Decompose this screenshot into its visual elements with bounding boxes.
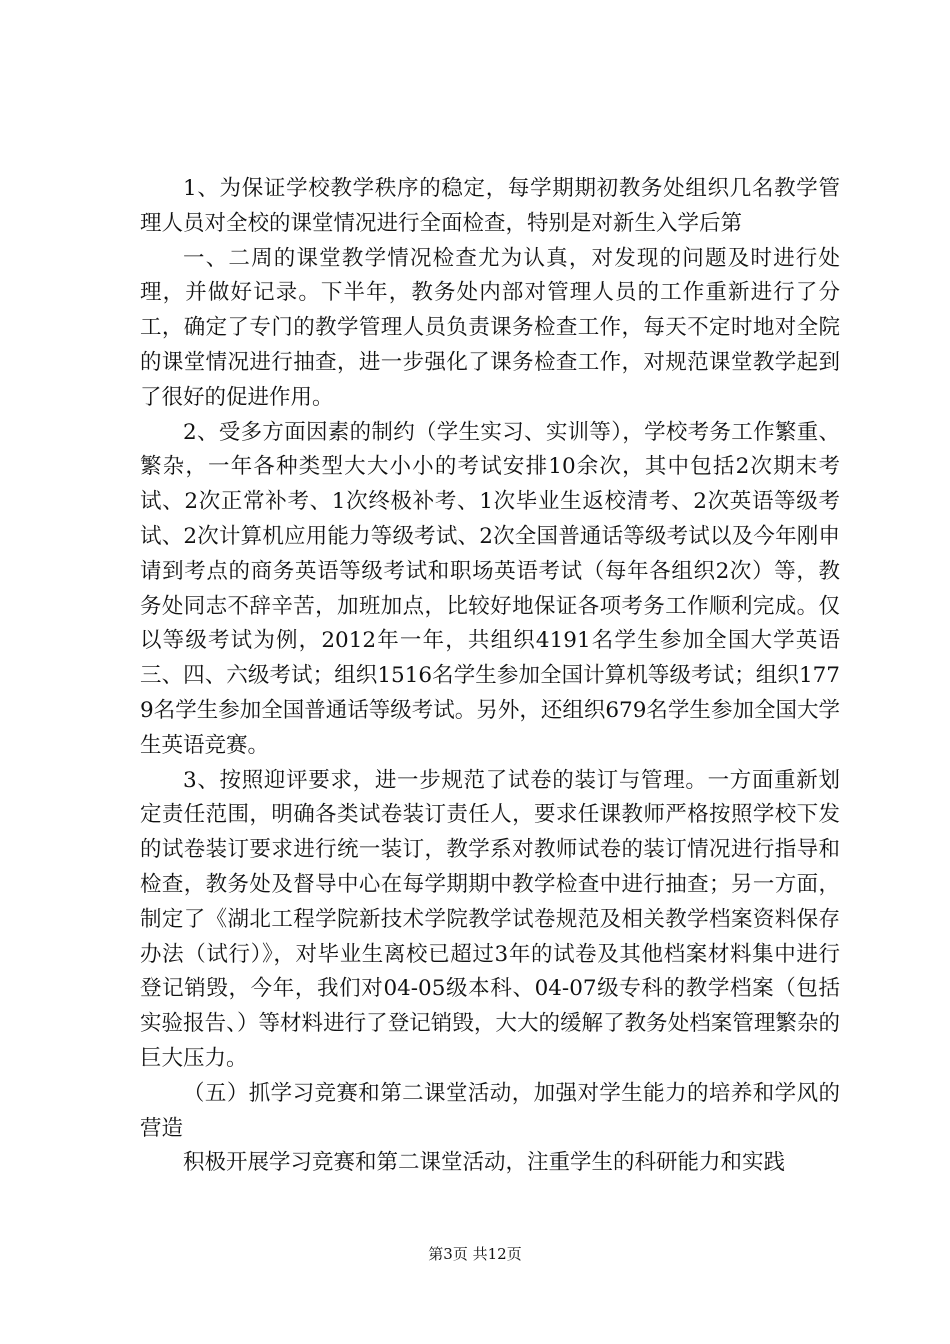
paragraph-1: 1、为保证学校教学秩序的稳定，每学期期初教务处组织几名教学管理人员对全校的课堂情况进行全面检查，特别是对新生入学后第 <box>140 176 840 236</box>
page-number-footer: 第3页 共12页 <box>428 1245 522 1263</box>
paragraph-4: 3、按照迎评要求，进一步规范了试卷的装订与管理。一方面重新划定责任范围，明确各类试卷装订责任人，要求任课教师严格按照学校下发的试卷装订要求进行统一装订，教学系对教师试卷的装订情况进行指导和检查，教务处及督导中心在每学期期中教学检查中进行抽查；另一方面，制定了《湖北工程学院新技术学院教学试卷规范及相关教学档案资料保存办法（试行）》，对毕业生离校已超过3年的试卷及其他档案材料集中进行登记销毁，今年，我们对04-05级本科、04-07级专科的教学档案（包括实验报告、）等材料进行了登记销毁，大大的缓解了教务处档案管理繁杂的巨大压力。 <box>140 767 840 1071</box>
paragraph-3: 2、受多方面因素的制约（学生实习、实训等），学校考务工作繁重、繁杂，一年各种类型大大小小的考试安排10余次，其中包括2次期末考试、2次正常补考、1次终极补考、1次毕业生返校清考、2次英语等级考试、2次计算机应用能力等级考试、2次全国普通话等级考试以及今年刚申请到考点的商务英语等级考试和职场英语考试（每年各组织2次）等，教务处同志不辞辛苦，加班加点，比较好地保证各项考务工作顺利完成。仅以等级考试为例，2012年一年，共组织4191名学生参加全国大学英语三、四、六级考试；组织1516名学生参加全国计算机等级考试；组织1779名学生参加全国普通话等级考试。另外，还组织679名学生参加全国大学生英语竞赛。 <box>140 419 840 758</box>
paragraph-2: 一、二周的课堂教学情况检查尤为认真，对发现的问题及时进行处理，并做好记录。下半年，教务处内部对管理人员的工作重新进行了分工，确定了专门的教学管理人员负责课务检查工作，每天不定时地对全院的课堂情况进行抽查，进一步强化了课务检查工作，对规范课堂教学起到了很好的促进作用。 <box>140 245 840 410</box>
document-body <box>140 172 840 1181</box>
section-heading: （五）抓学习竞赛和第二课堂活动，加强对学生能力的培养和学风的营造 <box>140 1080 840 1141</box>
paragraph-5: 积极开展学习竞赛和第二课堂活动，注重学生的科研能力和实践 <box>183 1150 786 1176</box>
